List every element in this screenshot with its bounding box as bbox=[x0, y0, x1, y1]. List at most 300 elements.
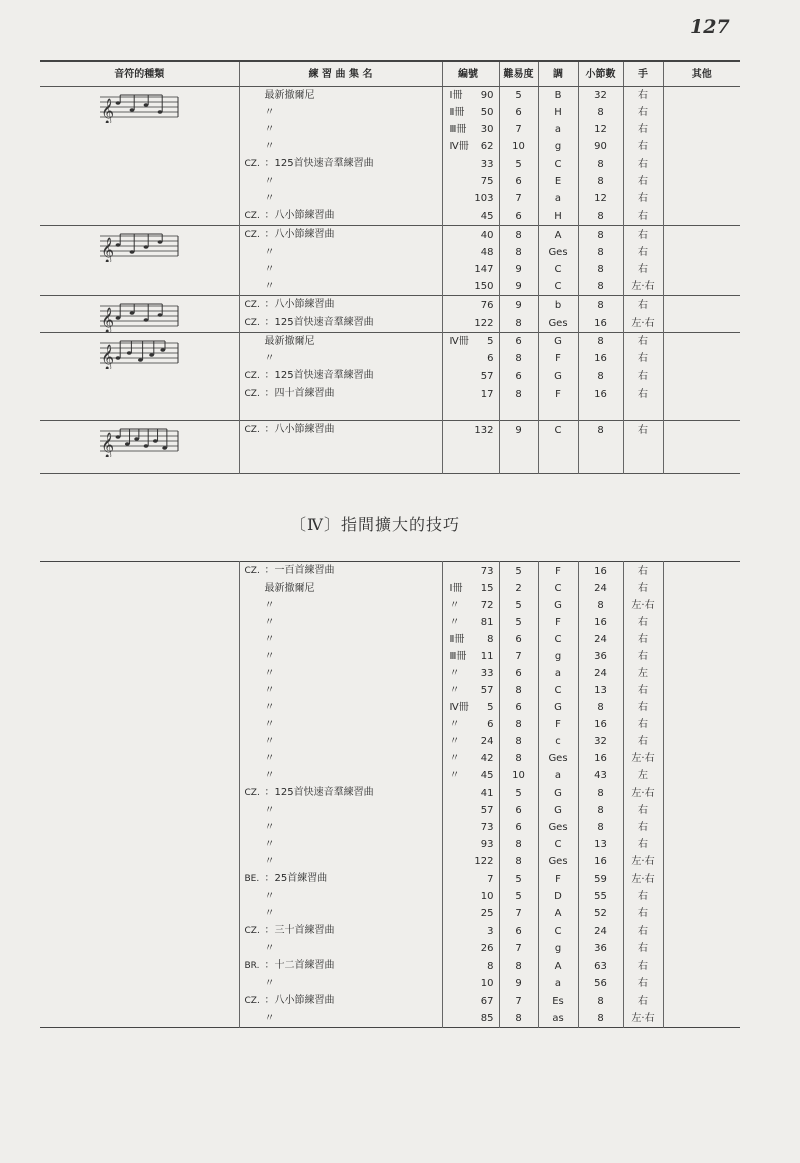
blank-cell bbox=[623, 456, 663, 474]
volume-cell bbox=[442, 870, 499, 888]
blank-cell bbox=[499, 439, 538, 456]
table-row bbox=[40, 562, 740, 581]
other-cell bbox=[663, 278, 740, 296]
volume-cell bbox=[442, 665, 499, 682]
volume-cell bbox=[442, 699, 499, 716]
etude-number: 40 bbox=[480, 229, 494, 241]
other-cell bbox=[663, 836, 740, 853]
etude-table-section-4 bbox=[40, 561, 740, 1028]
hand-cell: 右 bbox=[623, 819, 663, 836]
other-cell bbox=[663, 975, 740, 992]
difficulty-cell: 6 bbox=[499, 104, 538, 121]
key-cell: a bbox=[538, 190, 578, 207]
etude-number: 10 bbox=[480, 891, 494, 902]
volume-label: 〃 bbox=[449, 770, 460, 781]
volume-cell bbox=[442, 562, 499, 581]
etude-name-cell bbox=[239, 278, 442, 296]
key-cell: F bbox=[538, 614, 578, 631]
difficulty-cell: 9 bbox=[499, 975, 538, 992]
bars-cell: 55 bbox=[578, 888, 623, 905]
etude-number: 75 bbox=[480, 176, 494, 187]
bars-cell: 8 bbox=[578, 296, 623, 315]
etude-number: 33 bbox=[480, 668, 494, 679]
key-cell: as bbox=[538, 1010, 578, 1028]
other-cell bbox=[663, 104, 740, 121]
other-cell bbox=[663, 767, 740, 784]
key-cell: Ges bbox=[538, 314, 578, 333]
hand-cell: 右 bbox=[623, 940, 663, 957]
volume-cell bbox=[442, 385, 499, 403]
bars-cell: 8 bbox=[578, 992, 623, 1010]
etude-number: 5 bbox=[487, 702, 494, 713]
etude-name-cell bbox=[239, 385, 442, 403]
etude-number: 81 bbox=[480, 617, 494, 628]
etude-name: 〃 bbox=[264, 600, 275, 611]
volume-cell bbox=[442, 296, 499, 315]
etude-name: ：八小節練習曲 bbox=[264, 424, 335, 435]
difficulty-cell: 5 bbox=[499, 562, 538, 581]
music-notation-icon bbox=[98, 427, 180, 457]
blank-cell bbox=[663, 439, 740, 456]
hand-cell: 右 bbox=[623, 682, 663, 699]
etude-name-cell bbox=[239, 121, 442, 138]
difficulty-cell: 6 bbox=[499, 922, 538, 940]
blank-cell bbox=[578, 403, 623, 421]
difficulty-cell: 6 bbox=[499, 367, 538, 385]
other-cell bbox=[663, 957, 740, 975]
etude-name-cell bbox=[239, 836, 442, 853]
note-type-cell bbox=[40, 333, 239, 421]
hand-cell: 右 bbox=[623, 716, 663, 733]
etude-number: 7 bbox=[487, 873, 494, 885]
key-cell: Es bbox=[538, 992, 578, 1010]
other-cell bbox=[663, 87, 740, 105]
etude-name: 〃 bbox=[264, 702, 275, 713]
key-cell: C bbox=[538, 261, 578, 278]
other-cell bbox=[663, 648, 740, 665]
hand-cell: 右 bbox=[623, 905, 663, 922]
blank-cell bbox=[239, 439, 442, 456]
blank-cell bbox=[442, 456, 499, 474]
blank-cell bbox=[239, 403, 442, 421]
etude-name-cell bbox=[239, 733, 442, 750]
hand-cell: 右 bbox=[623, 367, 663, 385]
key-cell: G bbox=[538, 597, 578, 614]
table-row bbox=[40, 226, 740, 245]
difficulty-cell: 6 bbox=[499, 802, 538, 819]
difficulty-cell: 5 bbox=[499, 614, 538, 631]
etude-name-cell bbox=[239, 562, 442, 581]
volume-cell bbox=[442, 802, 499, 819]
bars-cell: 8 bbox=[578, 104, 623, 121]
difficulty-cell: 10 bbox=[499, 138, 538, 155]
key-cell: A bbox=[538, 226, 578, 245]
other-cell bbox=[663, 244, 740, 261]
svg-text:𝄞: 𝄞 bbox=[101, 308, 115, 332]
bars-cell: 24 bbox=[578, 580, 623, 597]
difficulty-cell: 9 bbox=[499, 278, 538, 296]
volume-cell bbox=[442, 244, 499, 261]
etude-name-cell bbox=[239, 87, 442, 105]
difficulty-cell: 8 bbox=[499, 226, 538, 245]
hand-cell: 右 bbox=[623, 957, 663, 975]
table-row bbox=[40, 333, 740, 351]
hand-cell: 右 bbox=[623, 87, 663, 105]
etude-number: 6 bbox=[487, 719, 494, 730]
hand-cell: 右 bbox=[623, 802, 663, 819]
etude-name-cell bbox=[239, 597, 442, 614]
etude-name: ：四十首練習曲 bbox=[264, 388, 335, 399]
music-notation-icon bbox=[98, 93, 180, 123]
note-type-cell bbox=[40, 87, 239, 226]
difficulty-cell: 5 bbox=[499, 87, 538, 105]
hand-cell: 右 bbox=[623, 138, 663, 155]
key-cell: F bbox=[538, 716, 578, 733]
other-cell bbox=[663, 784, 740, 802]
etude-name: 〃 bbox=[264, 141, 275, 152]
etude-number: 45 bbox=[480, 770, 494, 781]
volume-cell bbox=[442, 138, 499, 155]
other-cell bbox=[663, 367, 740, 385]
hand-cell: 右 bbox=[623, 121, 663, 138]
table-bottom-rule bbox=[40, 474, 740, 476]
difficulty-cell: 7 bbox=[499, 121, 538, 138]
etude-name: ：三十首練習曲 bbox=[264, 925, 335, 936]
volume-label: 〃 bbox=[449, 719, 460, 730]
etude-number: 150 bbox=[474, 281, 494, 292]
etude-name-cell bbox=[239, 314, 442, 333]
bars-cell: 8 bbox=[578, 155, 623, 173]
other-cell bbox=[663, 853, 740, 870]
etude-name-cell bbox=[239, 888, 442, 905]
other-cell bbox=[663, 1010, 740, 1028]
volume-cell bbox=[442, 190, 499, 207]
etude-name: 〃 bbox=[264, 839, 275, 850]
etude-name-cell bbox=[239, 957, 442, 975]
volume-cell bbox=[442, 104, 499, 121]
volume-label: 〃 bbox=[449, 753, 460, 764]
volume-cell bbox=[442, 922, 499, 940]
hand-cell: 右 bbox=[623, 733, 663, 750]
etude-name-cell bbox=[239, 1010, 442, 1028]
bars-cell: 8 bbox=[578, 699, 623, 716]
hand-cell: 左 bbox=[623, 665, 663, 682]
volume-cell bbox=[442, 648, 499, 665]
key-cell: a bbox=[538, 975, 578, 992]
etude-name: 〃 bbox=[264, 978, 275, 989]
etude-number: 57 bbox=[480, 370, 494, 382]
etude-name: 〃 bbox=[264, 805, 275, 816]
etude-number: 57 bbox=[480, 685, 494, 696]
etude-name-cell bbox=[239, 819, 442, 836]
difficulty-cell: 8 bbox=[499, 385, 538, 403]
note-type-cell bbox=[40, 421, 239, 474]
header-etude: 練 習 曲 集 名 bbox=[239, 61, 442, 87]
header-difficulty: 難易度 bbox=[499, 61, 538, 87]
etude-name: 〃 bbox=[264, 247, 275, 258]
bars-cell: 16 bbox=[578, 750, 623, 767]
bars-cell: 59 bbox=[578, 870, 623, 888]
bottom-rule-cell bbox=[40, 474, 740, 476]
etude-prefix: CZ. bbox=[244, 318, 260, 328]
other-cell bbox=[663, 905, 740, 922]
bars-cell: 8 bbox=[578, 802, 623, 819]
bars-cell: 8 bbox=[578, 173, 623, 190]
difficulty-cell: 8 bbox=[499, 750, 538, 767]
etude-name-cell bbox=[239, 699, 442, 716]
table-header-row bbox=[40, 61, 740, 87]
other-cell bbox=[663, 226, 740, 245]
volume-label: Ⅲ冊 bbox=[449, 124, 467, 135]
music-notation-icon bbox=[98, 232, 180, 262]
hand-cell: 左 bbox=[623, 767, 663, 784]
bars-cell: 12 bbox=[578, 121, 623, 138]
difficulty-cell: 6 bbox=[499, 333, 538, 351]
difficulty-cell: 7 bbox=[499, 905, 538, 922]
difficulty-cell: 7 bbox=[499, 648, 538, 665]
volume-cell bbox=[442, 1010, 499, 1028]
volume-cell bbox=[442, 888, 499, 905]
difficulty-cell: 5 bbox=[499, 888, 538, 905]
key-cell: G bbox=[538, 802, 578, 819]
etude-name: 〃 bbox=[264, 770, 275, 781]
bars-cell: 16 bbox=[578, 385, 623, 403]
hand-cell: 右 bbox=[623, 333, 663, 351]
other-cell bbox=[663, 992, 740, 1010]
etude-name-cell bbox=[239, 940, 442, 957]
etude-number: 42 bbox=[480, 753, 494, 764]
blank-cell bbox=[538, 439, 578, 456]
other-cell bbox=[663, 314, 740, 333]
volume-cell bbox=[442, 87, 499, 105]
volume-cell bbox=[442, 614, 499, 631]
etude-number: 103 bbox=[474, 193, 494, 204]
volume-cell bbox=[442, 155, 499, 173]
key-cell: F bbox=[538, 562, 578, 581]
volume-cell bbox=[442, 975, 499, 992]
hand-cell: 右 bbox=[623, 296, 663, 315]
etude-number: 45 bbox=[480, 210, 494, 222]
etude-number: 122 bbox=[474, 317, 494, 329]
etude-name-cell bbox=[239, 421, 442, 440]
etude-name-cell bbox=[239, 975, 442, 992]
etude-name: ：八小節練習曲 bbox=[264, 995, 335, 1006]
table-row bbox=[40, 421, 740, 440]
key-cell: D bbox=[538, 888, 578, 905]
difficulty-cell: 6 bbox=[499, 173, 538, 190]
volume-cell bbox=[442, 121, 499, 138]
header-other: 其他 bbox=[663, 61, 740, 87]
etude-name: ：125首快速音羣練習曲 bbox=[264, 787, 374, 798]
volume-label: 〃 bbox=[449, 600, 460, 611]
key-cell: C bbox=[538, 631, 578, 648]
etude-name: ：八小節練習曲 bbox=[264, 229, 335, 240]
etude-name: 〃 bbox=[264, 634, 275, 645]
etude-name: 〃 bbox=[264, 617, 275, 628]
etude-prefix: CZ. bbox=[244, 566, 260, 576]
etude-number: 6 bbox=[487, 353, 494, 364]
etude-number: 57 bbox=[480, 805, 494, 816]
other-cell bbox=[663, 173, 740, 190]
key-cell: C bbox=[538, 922, 578, 940]
bars-cell: 56 bbox=[578, 975, 623, 992]
etude-name: ：125首快速音羣練習曲 bbox=[264, 370, 374, 381]
etude-name-cell bbox=[239, 853, 442, 870]
volume-label: Ⅳ冊 bbox=[449, 141, 469, 152]
etude-number: 24 bbox=[480, 736, 494, 747]
volume-label: 〃 bbox=[449, 668, 460, 679]
hand-cell: 右 bbox=[623, 207, 663, 226]
key-cell: C bbox=[538, 278, 578, 296]
bars-cell: 16 bbox=[578, 562, 623, 581]
etude-prefix: CZ. bbox=[244, 926, 260, 936]
key-cell: Ges bbox=[538, 244, 578, 261]
hand-cell: 右 bbox=[623, 614, 663, 631]
etude-name: 〃 bbox=[264, 124, 275, 135]
etude-prefix: CZ. bbox=[244, 159, 260, 169]
difficulty-cell: 7 bbox=[499, 190, 538, 207]
key-cell: A bbox=[538, 905, 578, 922]
music-notation-icon bbox=[98, 302, 180, 332]
bars-cell: 16 bbox=[578, 314, 623, 333]
key-cell: F bbox=[538, 350, 578, 367]
volume-cell bbox=[442, 836, 499, 853]
key-cell: F bbox=[538, 870, 578, 888]
key-cell: Ges bbox=[538, 750, 578, 767]
volume-label: Ⅰ冊 bbox=[449, 583, 463, 594]
etude-name-cell bbox=[239, 138, 442, 155]
header-bars: 小節數 bbox=[578, 61, 623, 87]
etude-number: 73 bbox=[480, 822, 494, 833]
volume-cell bbox=[442, 367, 499, 385]
other-cell bbox=[663, 819, 740, 836]
hand-cell: 右 bbox=[623, 385, 663, 403]
difficulty-cell: 10 bbox=[499, 767, 538, 784]
key-cell: c bbox=[538, 733, 578, 750]
etude-name-cell bbox=[239, 802, 442, 819]
etude-number: 122 bbox=[474, 856, 494, 867]
etude-prefix: CZ. bbox=[244, 788, 260, 798]
etude-name: 〃 bbox=[264, 1013, 275, 1024]
other-cell bbox=[663, 350, 740, 367]
difficulty-cell: 6 bbox=[499, 699, 538, 716]
volume-label: 〃 bbox=[449, 736, 460, 747]
difficulty-cell: 8 bbox=[499, 836, 538, 853]
key-cell: H bbox=[538, 104, 578, 121]
other-cell bbox=[663, 870, 740, 888]
hand-cell: 右 bbox=[623, 631, 663, 648]
other-cell bbox=[663, 207, 740, 226]
hand-cell: 右 bbox=[623, 421, 663, 440]
other-cell bbox=[663, 665, 740, 682]
svg-text:𝄞: 𝄞 bbox=[101, 238, 115, 262]
etude-number: 17 bbox=[480, 388, 494, 400]
volume-cell bbox=[442, 580, 499, 597]
etude-name-cell bbox=[239, 716, 442, 733]
blank-cell bbox=[538, 456, 578, 474]
hand-cell: 右 bbox=[623, 648, 663, 665]
header-note-type: 音符的種類 bbox=[40, 61, 239, 87]
difficulty-cell: 8 bbox=[499, 716, 538, 733]
other-cell bbox=[663, 699, 740, 716]
key-cell: a bbox=[538, 767, 578, 784]
hand-cell: 右 bbox=[623, 562, 663, 581]
volume-cell bbox=[442, 226, 499, 245]
blank-cell bbox=[442, 439, 499, 456]
bars-cell: 24 bbox=[578, 665, 623, 682]
volume-cell bbox=[442, 940, 499, 957]
etude-name: ：十二首練習曲 bbox=[264, 960, 335, 971]
etude-number: 3 bbox=[487, 925, 494, 937]
hand-cell: 右 bbox=[623, 104, 663, 121]
volume-cell bbox=[442, 957, 499, 975]
difficulty-cell: 8 bbox=[499, 733, 538, 750]
etude-prefix: CZ. bbox=[244, 371, 260, 381]
other-cell bbox=[663, 888, 740, 905]
section-title: 〔Ⅳ〕指間擴大的技巧 bbox=[290, 515, 460, 534]
bars-cell: 13 bbox=[578, 836, 623, 853]
etude-number: 72 bbox=[480, 600, 494, 611]
volume-label: Ⅱ冊 bbox=[449, 634, 465, 645]
etude-name: ：八小節練習曲 bbox=[264, 299, 335, 310]
volume-cell bbox=[442, 905, 499, 922]
etude-name: 〃 bbox=[264, 908, 275, 919]
etude-name-cell bbox=[239, 367, 442, 385]
other-cell bbox=[663, 750, 740, 767]
etude-number: 62 bbox=[480, 141, 494, 152]
difficulty-cell: 5 bbox=[499, 784, 538, 802]
etude-name: 〃 bbox=[264, 176, 275, 187]
blank-cell bbox=[442, 403, 499, 421]
etude-name-cell bbox=[239, 992, 442, 1010]
etude-name-cell bbox=[239, 648, 442, 665]
page-number: 127 bbox=[690, 16, 730, 38]
etude-name: 〃 bbox=[264, 943, 275, 954]
header-vol: 編號 bbox=[442, 61, 499, 87]
bars-cell: 8 bbox=[578, 597, 623, 614]
key-cell: g bbox=[538, 138, 578, 155]
hand-cell: 右 bbox=[623, 975, 663, 992]
music-notation-icon bbox=[98, 339, 180, 369]
table-body-section-3 bbox=[40, 87, 740, 476]
etude-name: ：125首快速音羣練習曲 bbox=[264, 158, 374, 169]
etude-name: ：一百首練習曲 bbox=[264, 565, 335, 576]
hand-cell: 右 bbox=[623, 992, 663, 1010]
volume-cell bbox=[442, 733, 499, 750]
other-cell bbox=[663, 733, 740, 750]
key-cell: g bbox=[538, 648, 578, 665]
etude-number: 132 bbox=[474, 424, 494, 436]
other-cell bbox=[663, 121, 740, 138]
hand-cell: 左·右 bbox=[623, 870, 663, 888]
bars-cell: 16 bbox=[578, 614, 623, 631]
difficulty-cell: 9 bbox=[499, 421, 538, 440]
bars-cell: 8 bbox=[578, 261, 623, 278]
etude-name-cell bbox=[239, 767, 442, 784]
other-cell bbox=[663, 682, 740, 699]
volume-cell bbox=[442, 333, 499, 351]
etude-prefix: BR. bbox=[244, 961, 260, 971]
bars-cell: 8 bbox=[578, 421, 623, 440]
hand-cell: 右 bbox=[623, 580, 663, 597]
bars-cell: 8 bbox=[578, 1010, 623, 1028]
bars-cell: 8 bbox=[578, 367, 623, 385]
blank-cell bbox=[578, 439, 623, 456]
key-cell: G bbox=[538, 784, 578, 802]
blank-cell bbox=[663, 403, 740, 421]
key-cell: C bbox=[538, 421, 578, 440]
bars-cell: 36 bbox=[578, 648, 623, 665]
